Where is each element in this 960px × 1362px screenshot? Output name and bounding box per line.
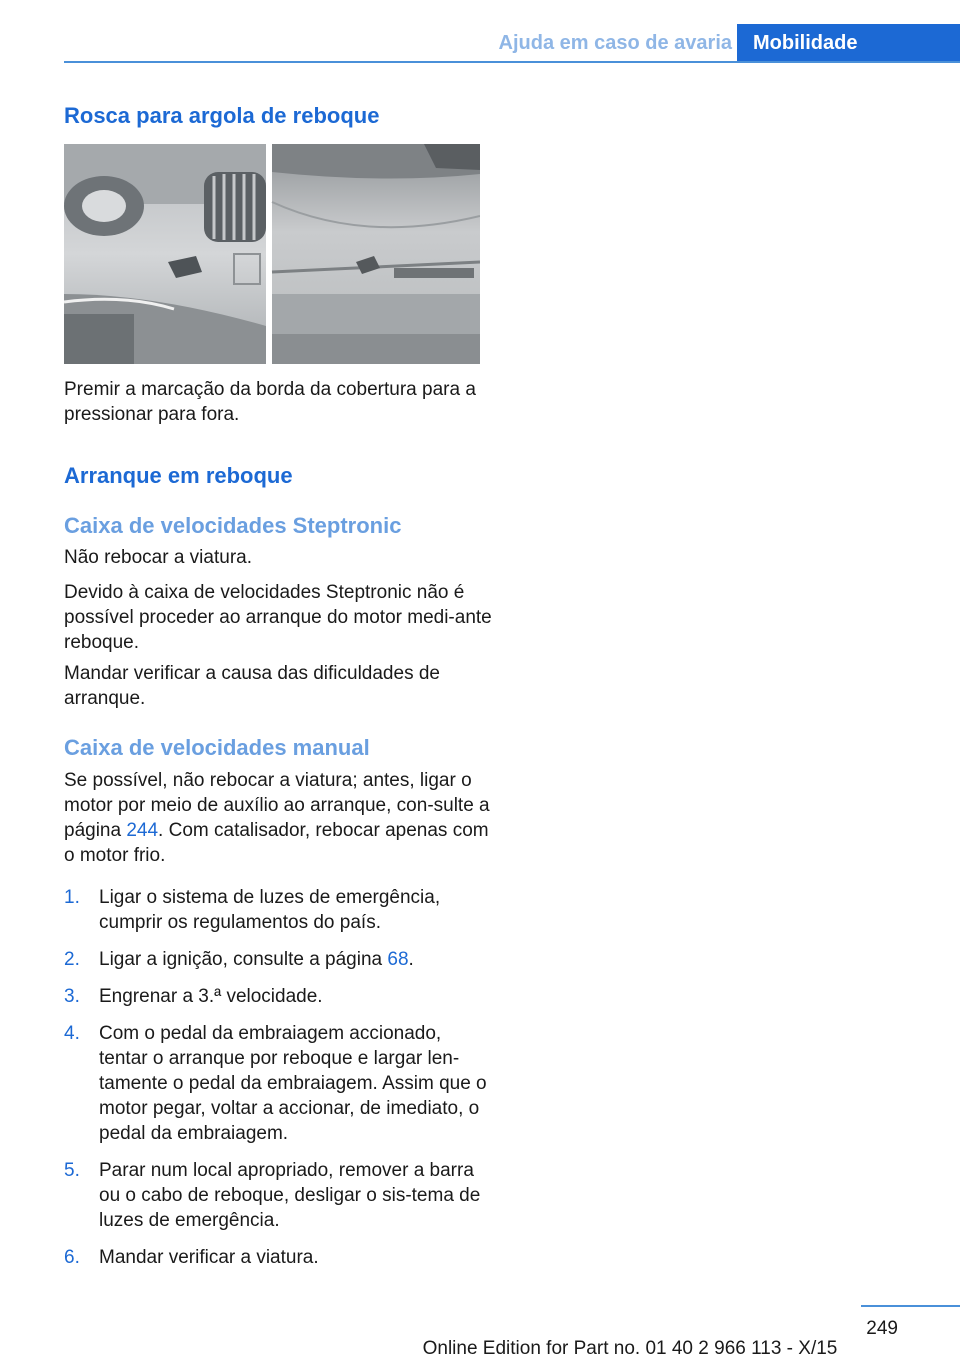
subsection-title-manual: Caixa de velocidades manual [64, 735, 370, 760]
list-item-step-6 [64, 1245, 494, 1270]
header-chapter-tab: Mobilidade [737, 24, 960, 62]
list-item-step-4 [64, 1021, 494, 1146]
manual-paragraph-1-text-b: . Com catalisador, rebocar apenas com o motor frio. [64, 820, 489, 866]
step-text: Engrenar a 3.ª velocidade. [99, 986, 323, 1007]
steptronic-paragraph-1: Não rebocar a viatura. [64, 547, 252, 568]
rear-bumper-illustration [272, 144, 480, 364]
edition-footer: Online Edition for Part no. 01 40 2 966 113 - X/15 [422, 1338, 838, 1359]
steptronic-paragraph-3: Mandar verificar a causa das dificuldades de arranque. [64, 663, 440, 709]
manual-paragraph-1 [64, 768, 494, 868]
step-number: 1. [64, 887, 80, 908]
page-link-68[interactable]: 68 [387, 949, 409, 970]
step-number: 2. [64, 949, 80, 970]
step-text: Ligar o sistema de luzes de emergência, cumprir os regulamentos do país. [99, 887, 441, 933]
step-number: 6. [64, 1247, 80, 1268]
tow-thread-figure [64, 144, 480, 364]
list-item-step-3 [64, 984, 494, 1009]
section-title-tow-thread: Rosca para argola de reboque [64, 103, 380, 128]
step-number: 5. [64, 1160, 80, 1181]
header-section-title: Ajuda em caso de avaria [498, 32, 732, 54]
section-title-tow-start: Arranque em reboque [64, 463, 293, 488]
list-item-step-5 [64, 1158, 494, 1233]
list-item-step-2 [64, 947, 494, 972]
list-item-step-1 [64, 885, 494, 935]
header-rule [64, 61, 960, 63]
front-bumper-illustration [64, 144, 266, 364]
step-text-end: . [408, 949, 414, 970]
step-number: 3. [64, 986, 80, 1007]
step-text: Mandar verificar a viatura. [99, 1247, 319, 1268]
step-text: Ligar a ignição, consulte a página [99, 949, 388, 970]
footer-rule [861, 1305, 960, 1307]
tow-start-steps [64, 885, 494, 1282]
tow-thread-instruction: Premir a marcação da borda da cobertura para a pressionar para fora. [64, 379, 476, 425]
step-text: Com o pedal da embraiagem accionado, tentar o arranque por reboque e largar len-tamente o pedal da embraiagem. Assim que o motor pegar, voltar a accionar, de imediato, o pedal da embraiagem. [99, 1023, 487, 1144]
manual-paragraph-1-text-a: Se possível, não rebocar a viatura; antes, ligar o motor por meio de auxílio ao arranque, con-sulte a página [64, 770, 490, 841]
step-number: 4. [64, 1023, 80, 1044]
subsection-title-steptronic: Caixa de velocidades Steptronic [64, 513, 402, 538]
page-number: 249 [866, 1318, 898, 1339]
step-text: Parar num local apropriado, remover a barra ou o cabo de reboque, desligar o sis-tema de luzes de emergência. [99, 1160, 481, 1231]
steptronic-paragraph-2: Devido à caixa de velocidades Steptronic não é possível proceder ao arranque do motor medi-ante reboque. [64, 582, 492, 653]
page-link-244[interactable]: 244 [126, 820, 159, 841]
